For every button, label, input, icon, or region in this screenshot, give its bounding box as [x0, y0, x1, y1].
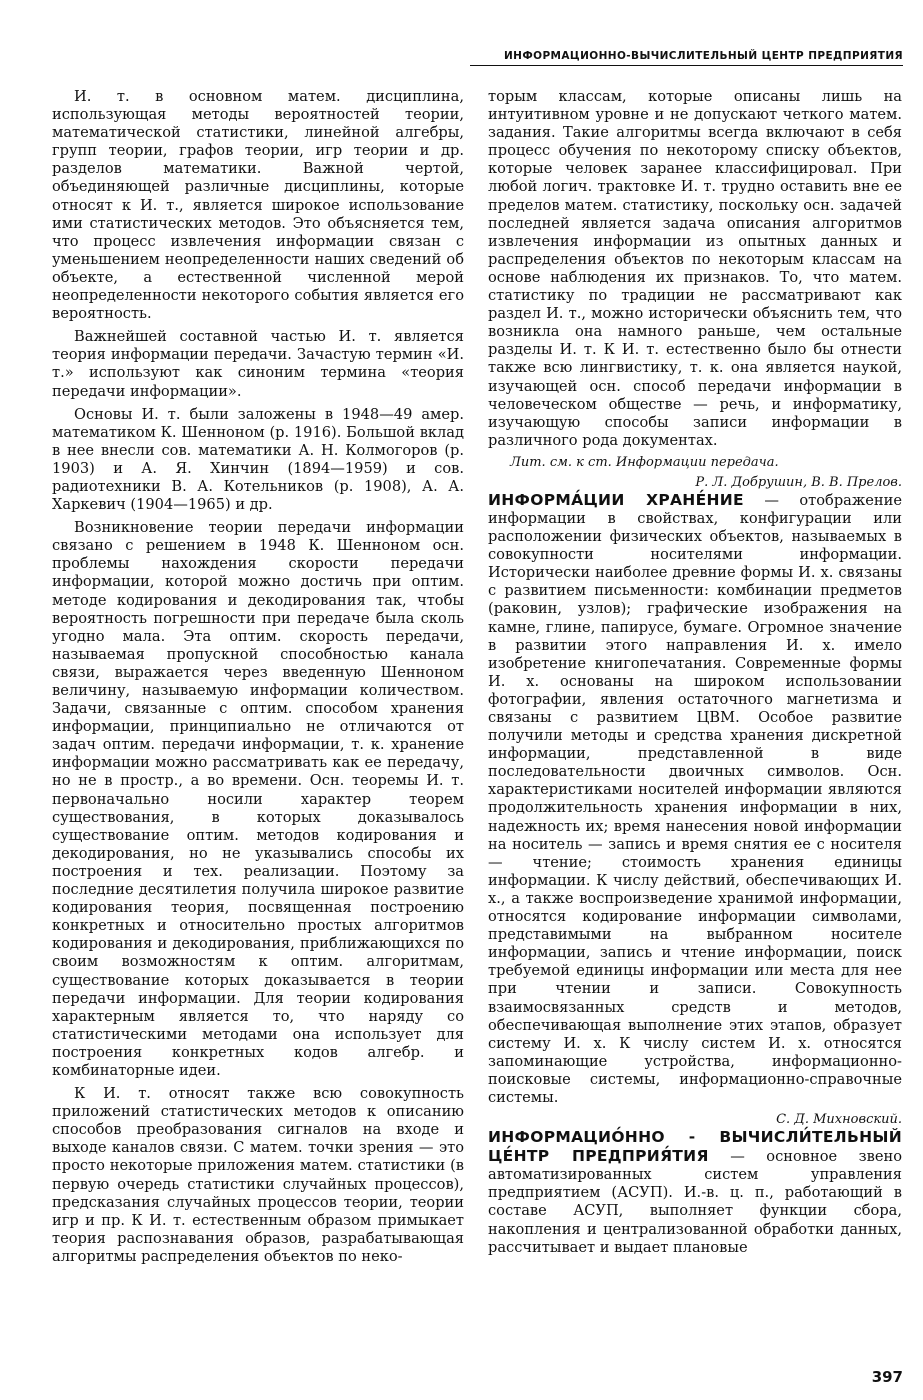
entry-computing-center [488, 1128, 902, 1257]
article-authors: С. Д. Михновский. [776, 1112, 902, 1128]
continued-paragraph: торым классам, которые описаны лишь на интуитивном уровне и не допускают четкого матем. задания. Такие алгоритмы всегда включают в себя процесс обучения по некоторому списку объектов, которые человек заранее классифицировал. При любой логич. трактовке И. т. трудно оставить вне ее пределов матем. статистику, поскольку осн. задачей последней является задача описания алгоритмов извлечения информации из опытных данных и распределения объектов по некоторым классам на основе наблюдения их признаков. То, что матем. статистику по традиции не рассматривают как раздел И. т., можно исторически объяснить тем, что возникла она намного раньше, чем остальные разделы И. т. К И. т. естественно было бы отнести также всю лингвистику, т. к. она является наукой, изучающей осн. способ передачи информации в человеческом обществе — речь, и информатику, изучающую способы записи информации в различного рода документах. [488, 88, 902, 449]
paragraph: Возникновение теории передачи информации связано с решением в 1948 К. Шенноном осн. проблемы нахождения скорости передачи информации, которой можно достичь при оптим. методе кодирования и декодирования так, чтобы вероятность погрешности при передаче была сколь угодно мала. Эта оптим. скорость передачи, называемая пропускной способностью канала связи, выражается через введенную Шенноном величину, называемую информации количеством. Задачи, связанные с оптим. способом хранения информации, принципиально не отличаются от задач оптим. передачи информации, т. к. хранение информации можно рассматривать как ее передачу, но не в простр., а во времени. Осн. теоремы И. т. первоначально носили характер теорем существования, в которых доказывалось существование оптим. методов кодирования и декодирования, но не указывались способы их построения и тех. реализации. Поэтому за последние десятилетия получила широкое развитие кодирования теория, посвященная построению конкретных и относительно простых алгоритмов кодирования и декодирования, приближающихся по своим возможностям к оптим. алгоритмам, существование которых доказывается в теории передачи информации. Для теории кодирования характерным является то, что наряду со статистическими методами она использует для построения конкретных кодов алгебр. и комбинаторные идеи. [52, 519, 464, 1079]
entry-information-storage [488, 491, 902, 1107]
right-column [488, 88, 902, 1262]
paragraph: Основы И. т. были заложены в 1948—49 амер. математиком К. Шенноном (р. 1916). Большой вклад в нее внесли сов. математики А. Н. Колмогоров (р. 1903) и А. Я. Хинчин (1894—1959) и сов. радиотехники В. А. Котельников (р. 1908), А. А. Харкевич (1904—1965) и др. [52, 405, 464, 514]
literature-reference: Лит. см. к ст. Информации передача. [510, 454, 779, 470]
page-number: 397 [871, 1368, 903, 1386]
paragraph: Важнейшей составной частью И. т. является теория информации передачи. Зачастую термин «И. т.» используют как синоним термина «теория передачи информации». [52, 328, 464, 400]
running-head: ИНФОРМАЦИОННО-ВЫЧИСЛИТЕЛЬНЫЙ ЦЕНТР ПРЕДПРИЯТИЯ [470, 50, 903, 66]
left-column [52, 88, 464, 1271]
paragraph: К И. т. относят также всю совокупность приложений статистических методов к описанию способов преобразования сигналов на входе и выходе каналов связи. С матем. точки зрения — это просто некоторые приложения матем. статистики (в первую очередь статистики случайных процессов), предсказания случайных процессов теории, теории игр и пр. К И. т. естественным образом примыкает теория распознавания образов, разрабатывающая алгоритмы распределения объектов по неко- [52, 1085, 464, 1265]
entry-title: ИНФОРМА́ЦИИ ХРАНЕ́НИЕ [488, 490, 744, 509]
article-authors: Р. Л. Добрушин, В. В. Прелов. [695, 474, 902, 490]
paragraph: И. т. в основном матем. дисциплина, использующая методы вероятностей теории, математической статистики, линейной алгебры, групп теории, графов теории, игр теории и др. разделов математики. Важной чертой, объединяющей различные дисциплины, которые относят к И. т., является широкое использование ими статистических методов. Это объясняется тем, что процесс извлечения информации связан с уменьшением неопределенности наших сведений об объекте, а естественной численной мерой неопределенности некоторого события является его вероятность. [52, 88, 464, 323]
entry-body: — основное звено автоматизированных систем управления предприятием (АСУП). И.-в. ц. п., работающий в составе АСУП, выполняет функции сбора, накопления и централизованной обработки данных, рассчитывает и выдает плановые [488, 1148, 902, 1256]
entry-title: ИНФОРМАЦИО́ННО - ВЫЧИСЛИ́ТЕЛЬНЫЙ ЦЕ́НТР ПРЕДПРИЯ́ТИЯ [488, 1128, 902, 1166]
entry-body: — отображение информации в свойствах, конфигурации или расположении физических объектов, называемых в совокупности носителями информации. Исторически наиболее древние формы И. х. связаны с развитием письменности: комбинации предметов (раковин, узлов); графические изображения на камне, глине, папирусе, бумаге. Огромное значение в развитии этого направления И. х. имело изобретение книгопечатания. Современные формы И. х. основаны на широком использовании фотографии, явления остаточного магнетизма и связаны с развитием ЦВМ. Особое развитие получили методы и средства хранения дискретной информации, представленной в виде последовательности двоичных символов. Осн. характеристиками носителей информации являются продолжительность хранения информации в них, надежность их; время нанесения новой информации на носитель — запись и время снятия ее с носителя — чтение; стоимость хранения единицы информации. К числу действий, обеспечивающих И. х., а также воспроизведение хранимой информации, относятся кодирование информации символами, представимыми на выбранном носителе информации, запись и чтение информации, поиск требуемой единицы информации или места для нее при чтении и записи. Совокупность взаимосвязанных средств и методов, обеспечивающая выполнение этих этапов, образует систему И. х. К числу систем И. х. относятся запоминающие устройства, информационно-поисковые системы, информационно-справочные системы. [488, 491, 903, 1106]
